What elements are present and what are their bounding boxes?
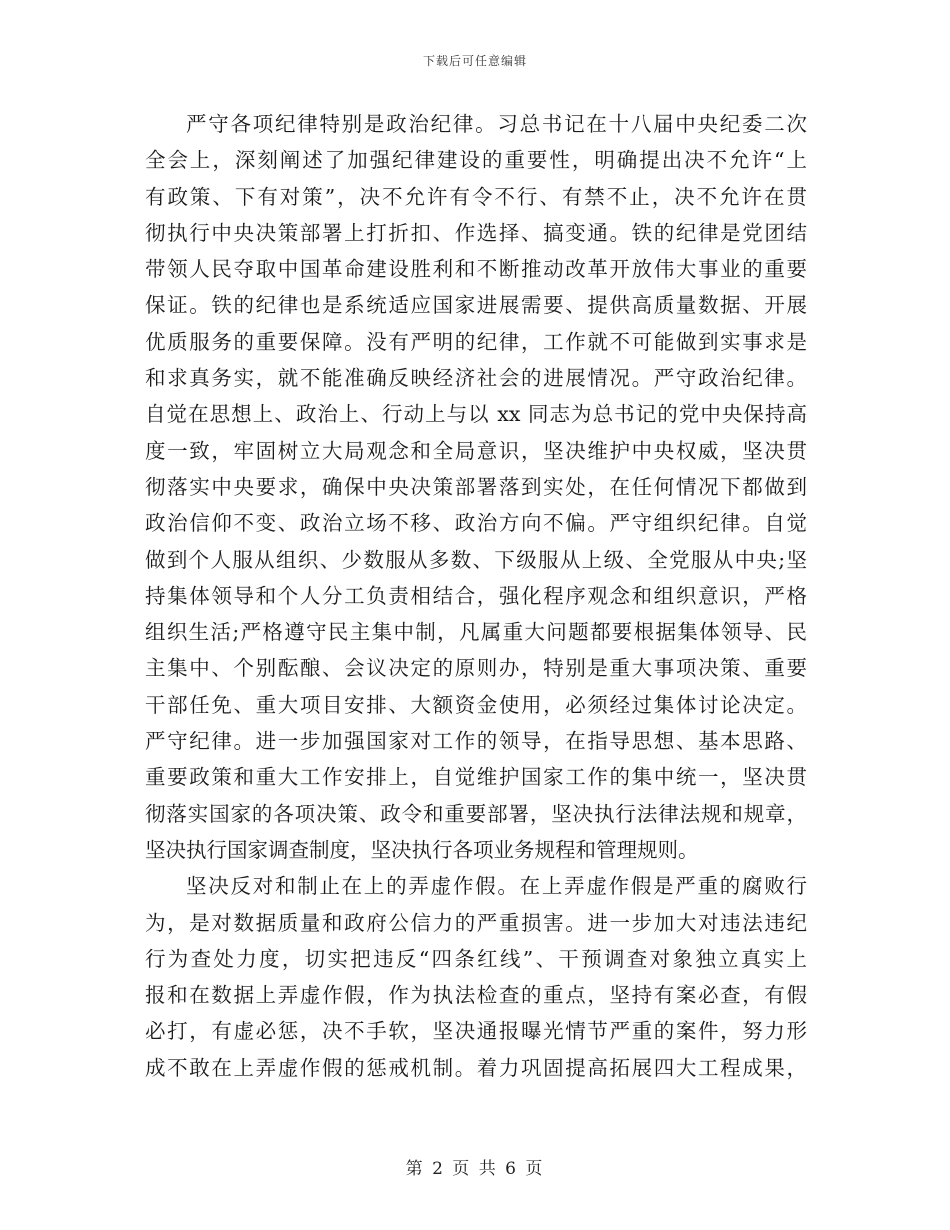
text-line: 带领人民夺取中国革命建设胜利和不断推动改革开放伟大事业的重要: [145, 257, 807, 282]
text-line: 主集中、个别酝酿、会议决定的原则办，特别是重大事项决策、重要: [145, 656, 807, 681]
text-line: 必打，有虚必惩，决不手软，坚决通报曝光情节严重的案件，努力形: [145, 1019, 807, 1044]
text-line: 彻执行中央决策部署上打折扣、作选择、搞变通。铁的纪律是党团结: [145, 220, 807, 245]
text-line: 全会上，深刻阐述了加强纪律建设的重要性，明确提出决不允许“上: [145, 148, 807, 173]
text-line: 和求真务实，就不能准确反映经济社会的进展情况。严守政治纪律。: [145, 366, 807, 391]
text-line: 保证。铁的纪律也是系统适应国家进展需要、提供高质量数据、开展: [145, 293, 807, 318]
text-line: 报和在数据上弄虚作假，作为执法检查的重点，坚持有案必查，有假: [145, 983, 807, 1008]
text-line: 度一致，牢固树立大局观念和全局意识，坚决维护中央权威，坚决贯: [145, 438, 807, 463]
paragraph-2: [145, 868, 807, 1086]
text-line: 政治信仰不变、政治立场不移、政治方向不偏。严守组织纪律。自觉: [145, 511, 807, 536]
text-line: 彻落实国家的各项决策、政令和重要部署，坚决执行法律法规和规章，: [145, 801, 807, 826]
text-line: 坚决执行国家调查制度，坚决执行各项业务规程和管理规则。: [145, 837, 699, 862]
paragraph-1: [145, 106, 807, 868]
text-line: 干部任免、重大项目安排、大额资金使用，必须经过集体讨论决定。: [145, 692, 807, 717]
text-line: 重要政策和重大工作安排上，自觉维护国家工作的集中统一，坚决贯: [145, 765, 807, 790]
text-line: 严守纪律。进一步加强国家对工作的领导，在指导思想、基本思路、: [145, 729, 807, 754]
text-line: 成不敢在上弄虚作假的惩戒机制。着力巩固提高拓展四大工程成果，: [145, 1055, 807, 1080]
text-line: 严守各项纪律特别是政治纪律。习总书记在十八届中央纪委二次: [186, 112, 807, 136]
text-line: 彻落实中央要求，确保中央决策部署落到实处，在任何情况下都做到: [145, 474, 807, 499]
page-number-footer: 第 2 页 共 6 页: [405, 1159, 545, 1179]
text-line: 行为查处力度，切实把违反“四条红线”、干预调查对象独立真实上: [145, 946, 807, 971]
text-line: 坚决反对和制止在上的弄虚作假。在上弄虚作假是严重的腐败行: [186, 874, 807, 899]
text-line: 持集体领导和个人分工负责相结合，强化程序观念和组织意识，严格: [145, 583, 807, 608]
text-line: 有政策、下有对策”，决不允许有令不行、有禁不止，决不允许在贯: [145, 184, 807, 209]
document-body: [145, 106, 807, 1086]
text-line: 为，是对数据质量和政府公信力的严重损害。进一步加大对违法违纪: [145, 910, 807, 935]
text-line: 做到个人服从组织、少数服从多数、下级服从上级、全党服从中央;坚: [145, 547, 807, 572]
text-line: 自觉在思想上、政治上、行动上与以 xx 同志为总书记的党中央保持高: [145, 402, 807, 427]
text-line: 组织生活;严格遵守民主集中制，凡属重大问题都要根据集体领导、民: [145, 620, 807, 645]
page-header: 下载后可任意编辑: [422, 54, 527, 68]
text-line: 优质服务的重要保障。没有严明的纪律，工作就不可能做到实事求是: [145, 329, 807, 354]
